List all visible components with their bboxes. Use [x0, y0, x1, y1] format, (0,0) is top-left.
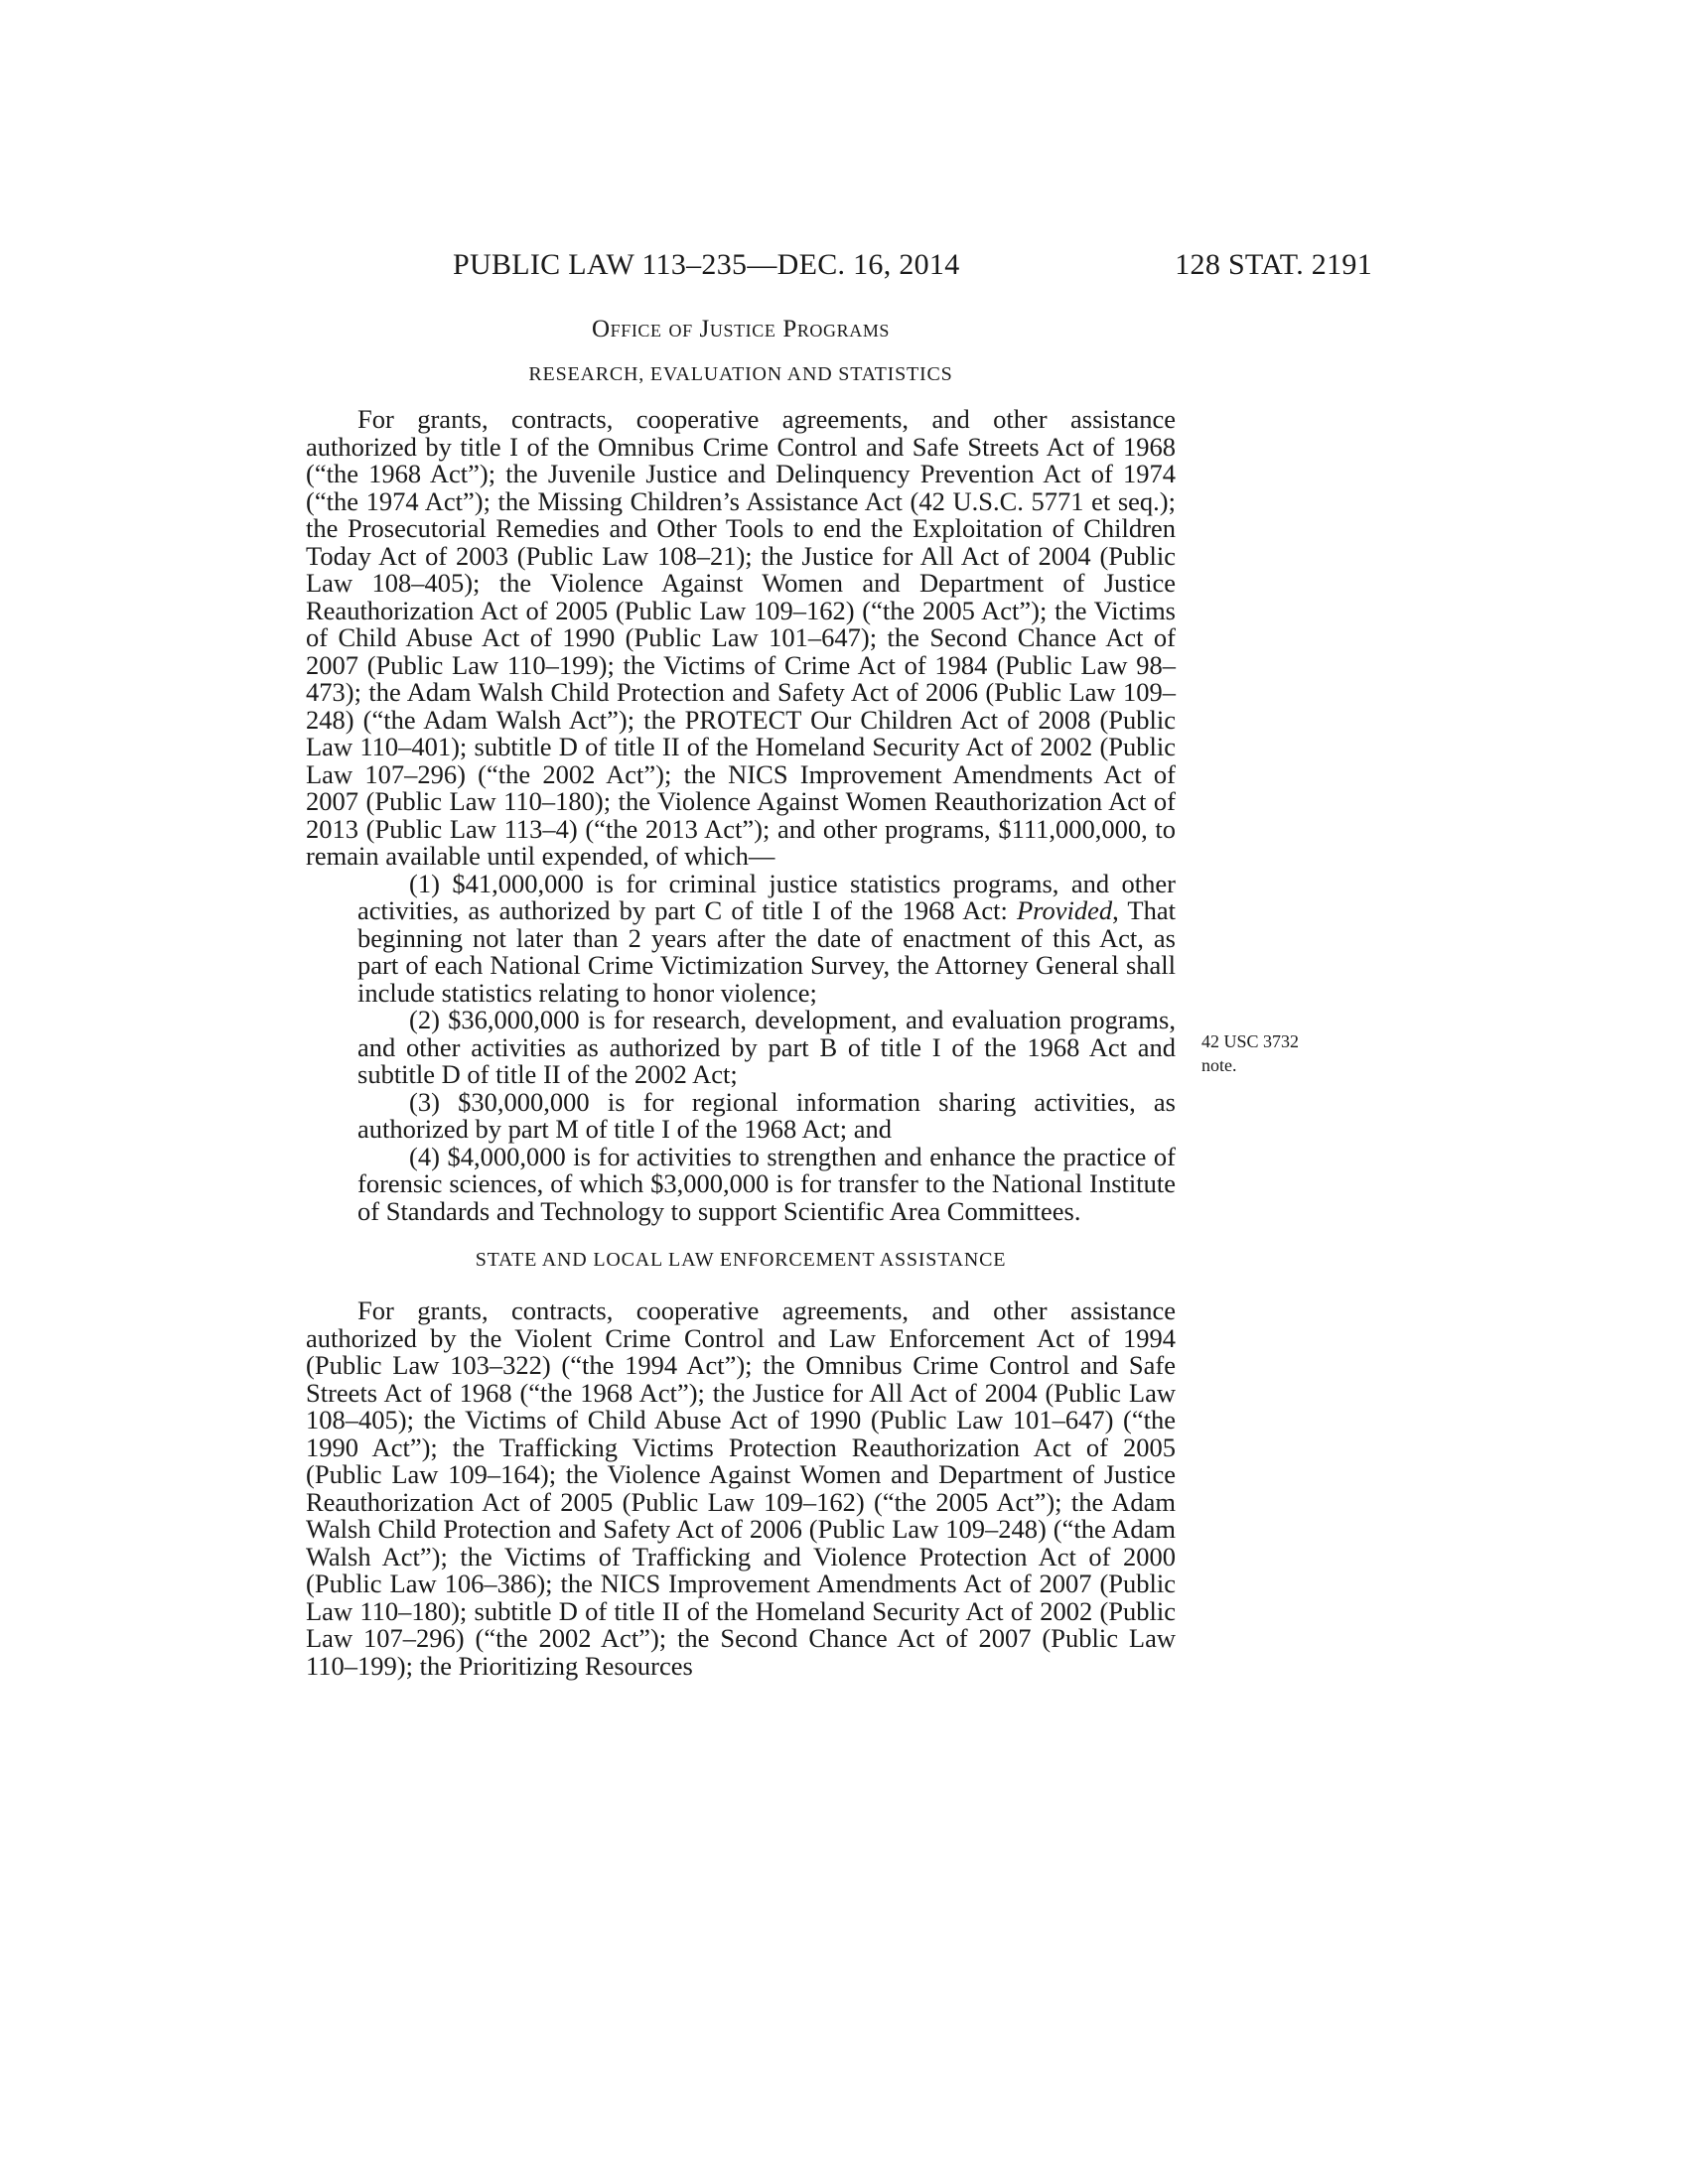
- main-text-column: [306, 316, 1176, 1680]
- list-item-1-text-b: , That beginning not later than 2 years after the date of enactment of this Act, as part of each National Crime Victimization Survey, the Attorney General shall include statistics relating to honor violence;: [357, 895, 1176, 1008]
- state-local-paragraph: For grants, contracts, cooperative agreements, and other assistance authorized by the Violent Crime Control and Law Enforcement Act of 1994 (Public Law 103–322) (“the 1994 Act”); the Omnibus Crime Control and Safe Streets Act of 1968 (“the 1968 Act”); the Justice for All Act of 2004 (Public Law 108–405); the Victims of Child Abuse Act of 1990 (Public Law 101–647) (“the 1990 Act”); the Trafficking Victims Protection Reauthorization Act of 2005 (Public Law 109–164); the Violence Against Women and Department of Justice Reauthorization Act of 2005 (Public Law 109–162) (“the 2005 Act”); the Adam Walsh Child Protection and Safety Act of 2006 (Public Law 109–248) (“the Adam Walsh Act”); the Victims of Trafficking and Violence Protection Act of 2000 (Public Law 106–386); the NICS Improvement Amendments Act of 2007 (Public Law 110–180); subtitle D of title II of the Homeland Security Act of 2002 (Public Law 107–296) (“the 2002 Act”); the Second Chance Act of 2007 (Public Law 110–199); the Prioritizing Resources: [306, 1296, 1176, 1681]
- running-header-title: PUBLIC LAW 113–235—DEC. 16, 2014: [453, 248, 960, 281]
- list-item-1: [357, 868, 1176, 1008]
- list-item-3: (3) $30,000,000 is for regional information sharing activities, as authorized by part M of title I of the 1968 Act; and: [357, 1086, 1176, 1144]
- statute-page-number: 128 STAT. 2191: [1175, 248, 1372, 281]
- list-item-1-text-a: (1) $41,000,000 is for criminal justice statistics programs, and other activities, as authorized by part C of title I of the 1968 Act:: [357, 868, 1176, 925]
- margin-note-line-1: 42 USC 3732: [1201, 1031, 1300, 1051]
- office-heading: Office of Justice Programs: [591, 316, 891, 342]
- margin-citation-note: [1201, 1029, 1299, 1077]
- research-heading: RESEARCH, EVALUATION AND STATISTICS: [528, 363, 953, 385]
- margin-note-line-2: note.: [1201, 1055, 1237, 1075]
- list-item-4: (4) $4,000,000 is for activities to strengthen and enhance the practice of forensic sciences, of which $3,000,000 is for transfer to the National Institute of Standards and Technology to support Scientific Area Committees.: [357, 1141, 1176, 1226]
- list-item-2: (2) $36,000,000 is for research, development, and evaluation programs, and other activities as authorized by part B of title I of the 1968 Act and subtitle D of title II of the 2002 Act;: [357, 1005, 1176, 1089]
- research-paragraph: For grants, contracts, cooperative agreements, and other assistance authorized by title I of the Omnibus Crime Control and Safe Streets Act of 1968 (“the 1968 Act”); the Juvenile Justice and Delinquency Prevention Act of 1974 (“the 1974 Act”); the Missing Children’s Assistance Act (42 U.S.C. 5771 et seq.); the Prosecutorial Remedies and Other Tools to end the Exploitation of Children Today Act of 2003 (Public Law 108–21); the Justice for All Act of 2004 (Public Law 108–405); the Violence Against Women and Department of Justice Reauthorization Act of 2005 (Public Law 109–162) (“the 2005 Act”); the Victims of Child Abuse Act of 1990 (Public Law 101–647); the Second Chance Act of 2007 (Public Law 110–199); the Victims of Crime Act of 1984 (Public Law 98–473); the Adam Walsh Child Protection and Safety Act of 2006 (Public Law 109–248) (“the Adam Walsh Act”); the PROTECT Our Children Act of 2008 (Public Law 110–401); subtitle D of title II of the Homeland Security Act of 2002 (Public Law 107–296) (“the 2002 Act”); the NICS Improvement Amendments Act of 2007 (Public Law 110–180); the Violence Against Women Reauthorization Act of 2013 (Public Law 113–4) (“the 2013 Act”); and other programs, $111,000,000, to remain available until expended, of which—: [306, 404, 1176, 871]
- state-local-heading: STATE AND LOCAL LAW ENFORCEMENT ASSISTANCE: [475, 1249, 1007, 1271]
- provided-term: Provided: [1017, 895, 1113, 925]
